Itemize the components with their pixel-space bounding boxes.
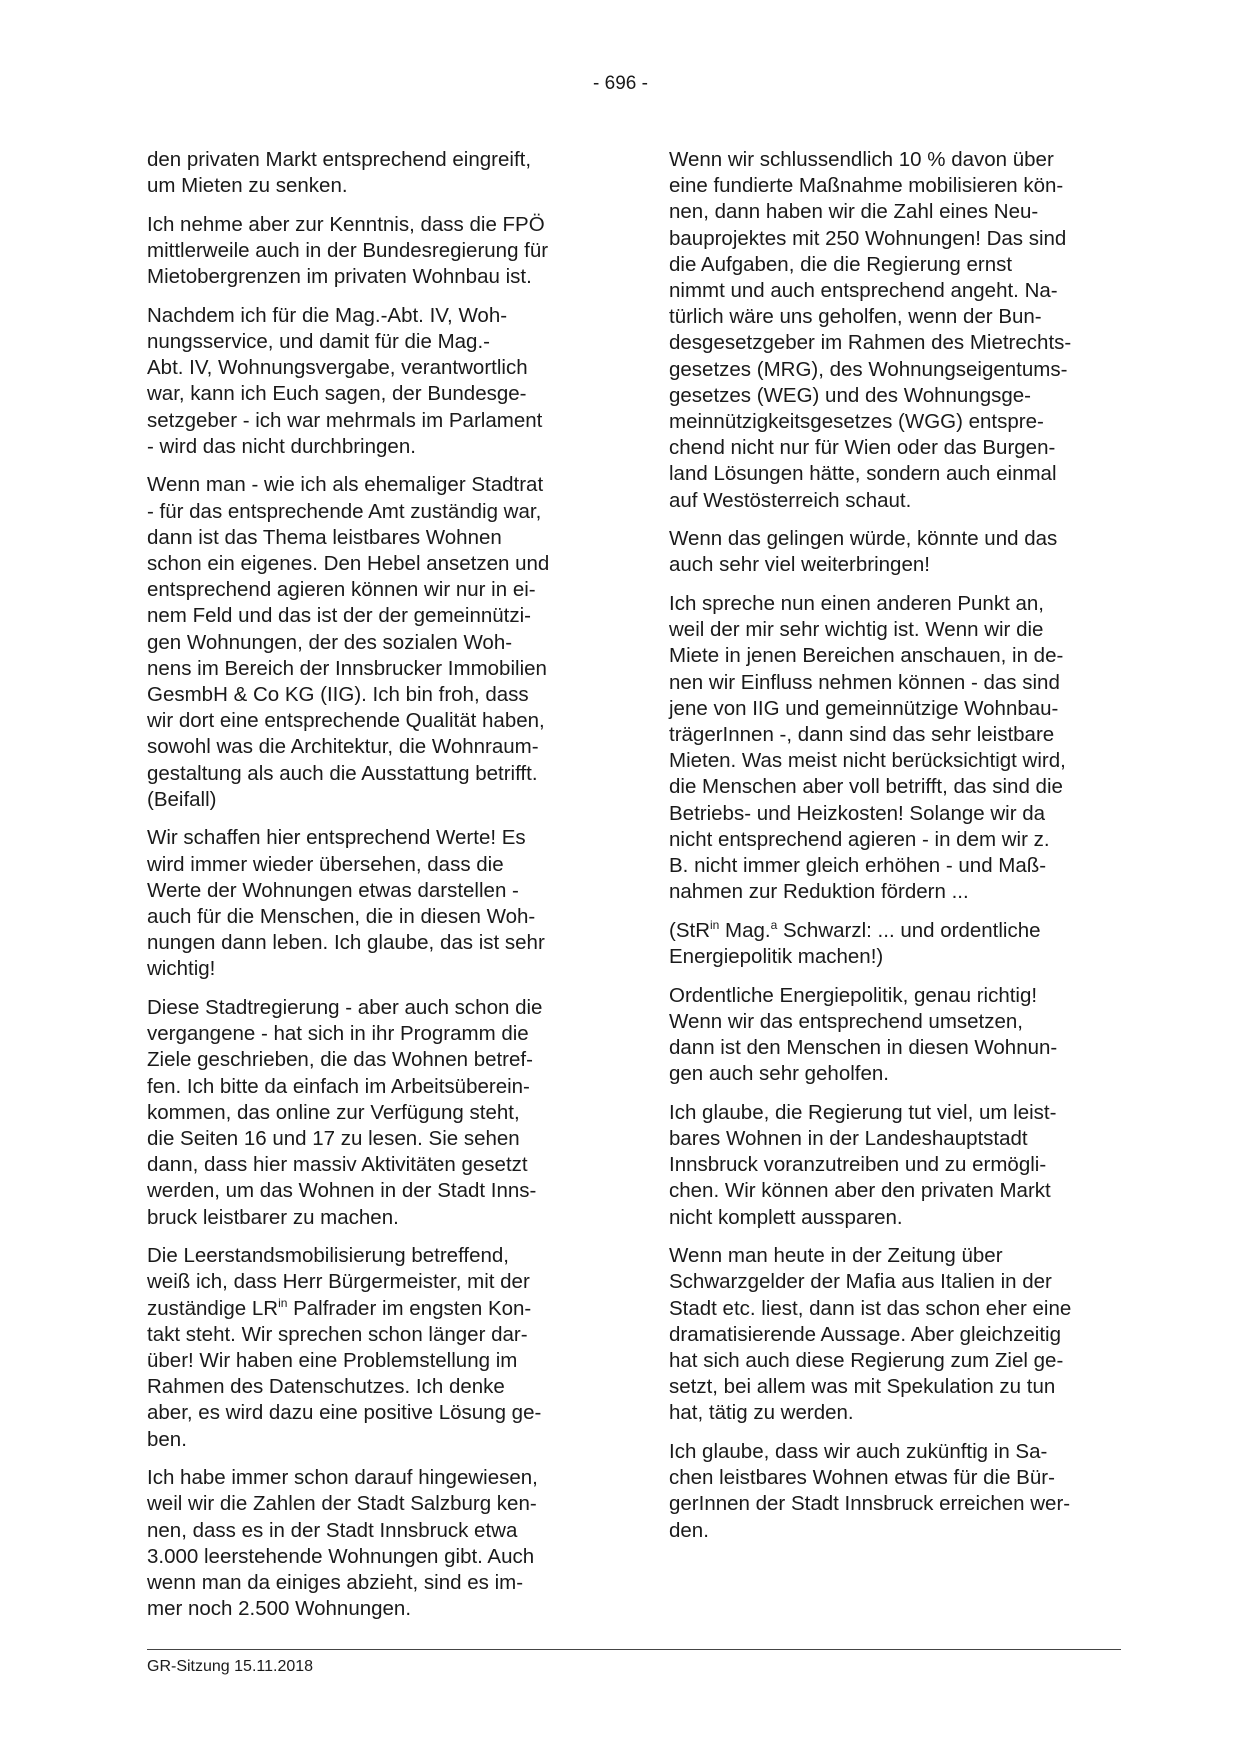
page-number: - 696 -	[593, 73, 648, 94]
paragraph: Ich habe immer schon darauf hingewiesen, weil wir die Zahlen der Stadt Salzburg ken- nen, dass es in der Stadt Innsbruck etwa 3.000 leerstehende Wohnungen gibt. Auch wenn man da einiges abzieht, sind es im- mer noch 2.500 Wohnungen.	[147, 1466, 538, 1621]
interjection-text: Schwarzl: ... und ordentliche Energiepolitik machen!)	[669, 918, 1041, 969]
interjection	[669, 918, 1131, 970]
paragraph: Wenn das gelingen würde, könnte und das auch sehr viel weiterbringen!	[669, 527, 1058, 577]
paragraph-leerstand	[147, 1243, 595, 1453]
paragraph: Ordentliche Energiepolitik, genau richtig! Wenn wir das entsprechend umsetzen, dann ist den Menschen in diesen Wohnun- gen auch sehr geholfen.	[669, 983, 1058, 1086]
paragraph-text: Palfrader im engsten Kon- takt steht. Wir sprechen schon länger dar- über! Wir haben eine Problemstellung im Rahmen des Datenschutzes. Ich denke aber, es wird dazu eine positive Lösung ge- ben.	[147, 1296, 542, 1451]
right-column	[669, 147, 1131, 1556]
footer-session-label: GR-Sitzung 15.11.2018	[147, 1658, 314, 1675]
paragraph: Diese Stadtregierung - aber auch schon die vergangene - hat sich in ihr Programm die Ziele geschrieben, die das Wohnen betref- fen. Ich bitte da einfach im Arbeitsüberein- kommen, das online zur Verfügung steht, die Seiten 16 und 17 zu lesen. Sie sehen dann, dass hier massiv Aktivitäten gesetzt werden, um das Wohnen in der Stadt Inns- bruck leistbarer zu machen.	[147, 996, 543, 1229]
paragraph: den privaten Markt entsprechend eingreift, um Mieten zu senken.	[147, 148, 532, 198]
left-column	[147, 147, 595, 1635]
paragraph: Ich spreche nun einen anderen Punkt an, weil der mir sehr wichtig ist. Wenn wir die Miete in jenen Bereichen anschauen, in de- nen wir Einfluss nehmen können - das sind jene von IIG und gemeinnützige Wohnbau- trägerInnen -, dann sind das sehr leistbare Mieten. Was meist nicht berücksichtigt wird, die Menschen aber voll betrifft, das sind die Betriebs- und Heizkosten! Solange wir da nicht entsprechend agieren - in dem wir z. B. nicht immer gleich erhöhen - und Maß- nahmen zur Reduktion fördern ...	[669, 592, 1066, 904]
superscript: in	[710, 918, 720, 933]
paragraph-text: Die Leerstandsmobilisierung betreffend, weiß ich, dass Herr Bürgermeister, mit der zuständige LR	[147, 1244, 530, 1320]
superscript: a	[770, 918, 778, 933]
paragraph: Ich nehme aber zur Kenntnis, dass die FPÖ mittlerweile auch in der Bundesregierung für Mietobergrenzen im privaten Wohnbau ist.	[147, 212, 549, 289]
paragraph: Wir schaffen hier entsprechend Werte! Es wird immer wieder übersehen, dass die Werte der Wohnungen etwas darstellen - auch für die Menschen, die in diesen Woh- nungen dann leben. Ich glaube, das ist sehr wichtig!	[147, 826, 545, 981]
superscript: in	[278, 1295, 288, 1310]
paragraph: Ich glaube, dass wir auch zukünftig in Sa- chen leistbares Wohnen etwas für die Bür- gerInnen der Stadt Innsbruck erreichen wer- den.	[669, 1440, 1071, 1542]
paragraph: Nachdem ich für die Mag.-Abt. IV, Woh- nungsservice, und damit für die Mag.- Abt. IV, Wohnungsvergabe, verantwortlich war, kann ich Euch sagen, der Bundesge- setzgeber - ich war mehrmals im Parlament - wird das nicht durchbringen.	[147, 303, 543, 458]
interjection-text: Mag.	[719, 918, 771, 942]
paragraph: Wenn man - wie ich als ehemaliger Stadtrat - für das entsprechende Amt zuständig war, dann ist das Thema leistbares Wohnen schon ein eigenes. Den Hebel ansetzen und entsprechend agieren können wir nur in ei- nem Feld und das ist der der gemeinnützi- gen Wohnungen, der des sozialen Woh- nens im Bereich der Innsbrucker Immobilien GesmbH & Co KG (IIG). Ich bin froh, dass wir dort eine entsprechende Qualität haben, sowohl was die Architektur, die Wohnraum- gestaltung als auch die Ausstattung betrifft. (Beifall)	[147, 473, 550, 811]
paragraph: Wenn wir schlussendlich 10 % davon über eine fundierte Maßnahme mobilisieren kön- nen, dann haben wir die Zahl eines Neu- bauprojektes mit 250 Wohnungen! Das sind die Aufgaben, die die Regierung ernst nimmt und auch entsprechend angeht. Na- türlich wäre uns geholfen, wenn der Bun- desgesetzgeber im Rahmen des Mietrechts- gesetzes (MRG), des Wohnungseigentums- gesetzes (WEG) und des Wohnungsge- meinnützigkeitsgesetzes (WGG) entspre- chend nicht nur für Wien oder das Burgen- land Lösungen hätte, sondern auch einmal auf Westösterreich schaut.	[669, 148, 1072, 512]
paragraph: Ich glaube, die Regierung tut viel, um leist- bares Wohnen in der Landeshauptstadt Innsbruck voranzutreiben und zu ermögli- chen. Wir können aber den privaten Markt nicht komplett aussparen.	[669, 1100, 1057, 1229]
footer-divider	[147, 1649, 1121, 1650]
interjection-text: (StR	[669, 918, 710, 942]
paragraph: Wenn man heute in der Zeitung über Schwarzgelder der Mafia aus Italien in der Stadt etc. liest, dann ist das schon eher eine dramatisierende Aussage. Aber gleichzeitig hat sich auch diese Regierung zum Ziel ge- setzt, bei allem was mit Spekulation zu tun hat, tätig zu werden.	[669, 1244, 1072, 1425]
